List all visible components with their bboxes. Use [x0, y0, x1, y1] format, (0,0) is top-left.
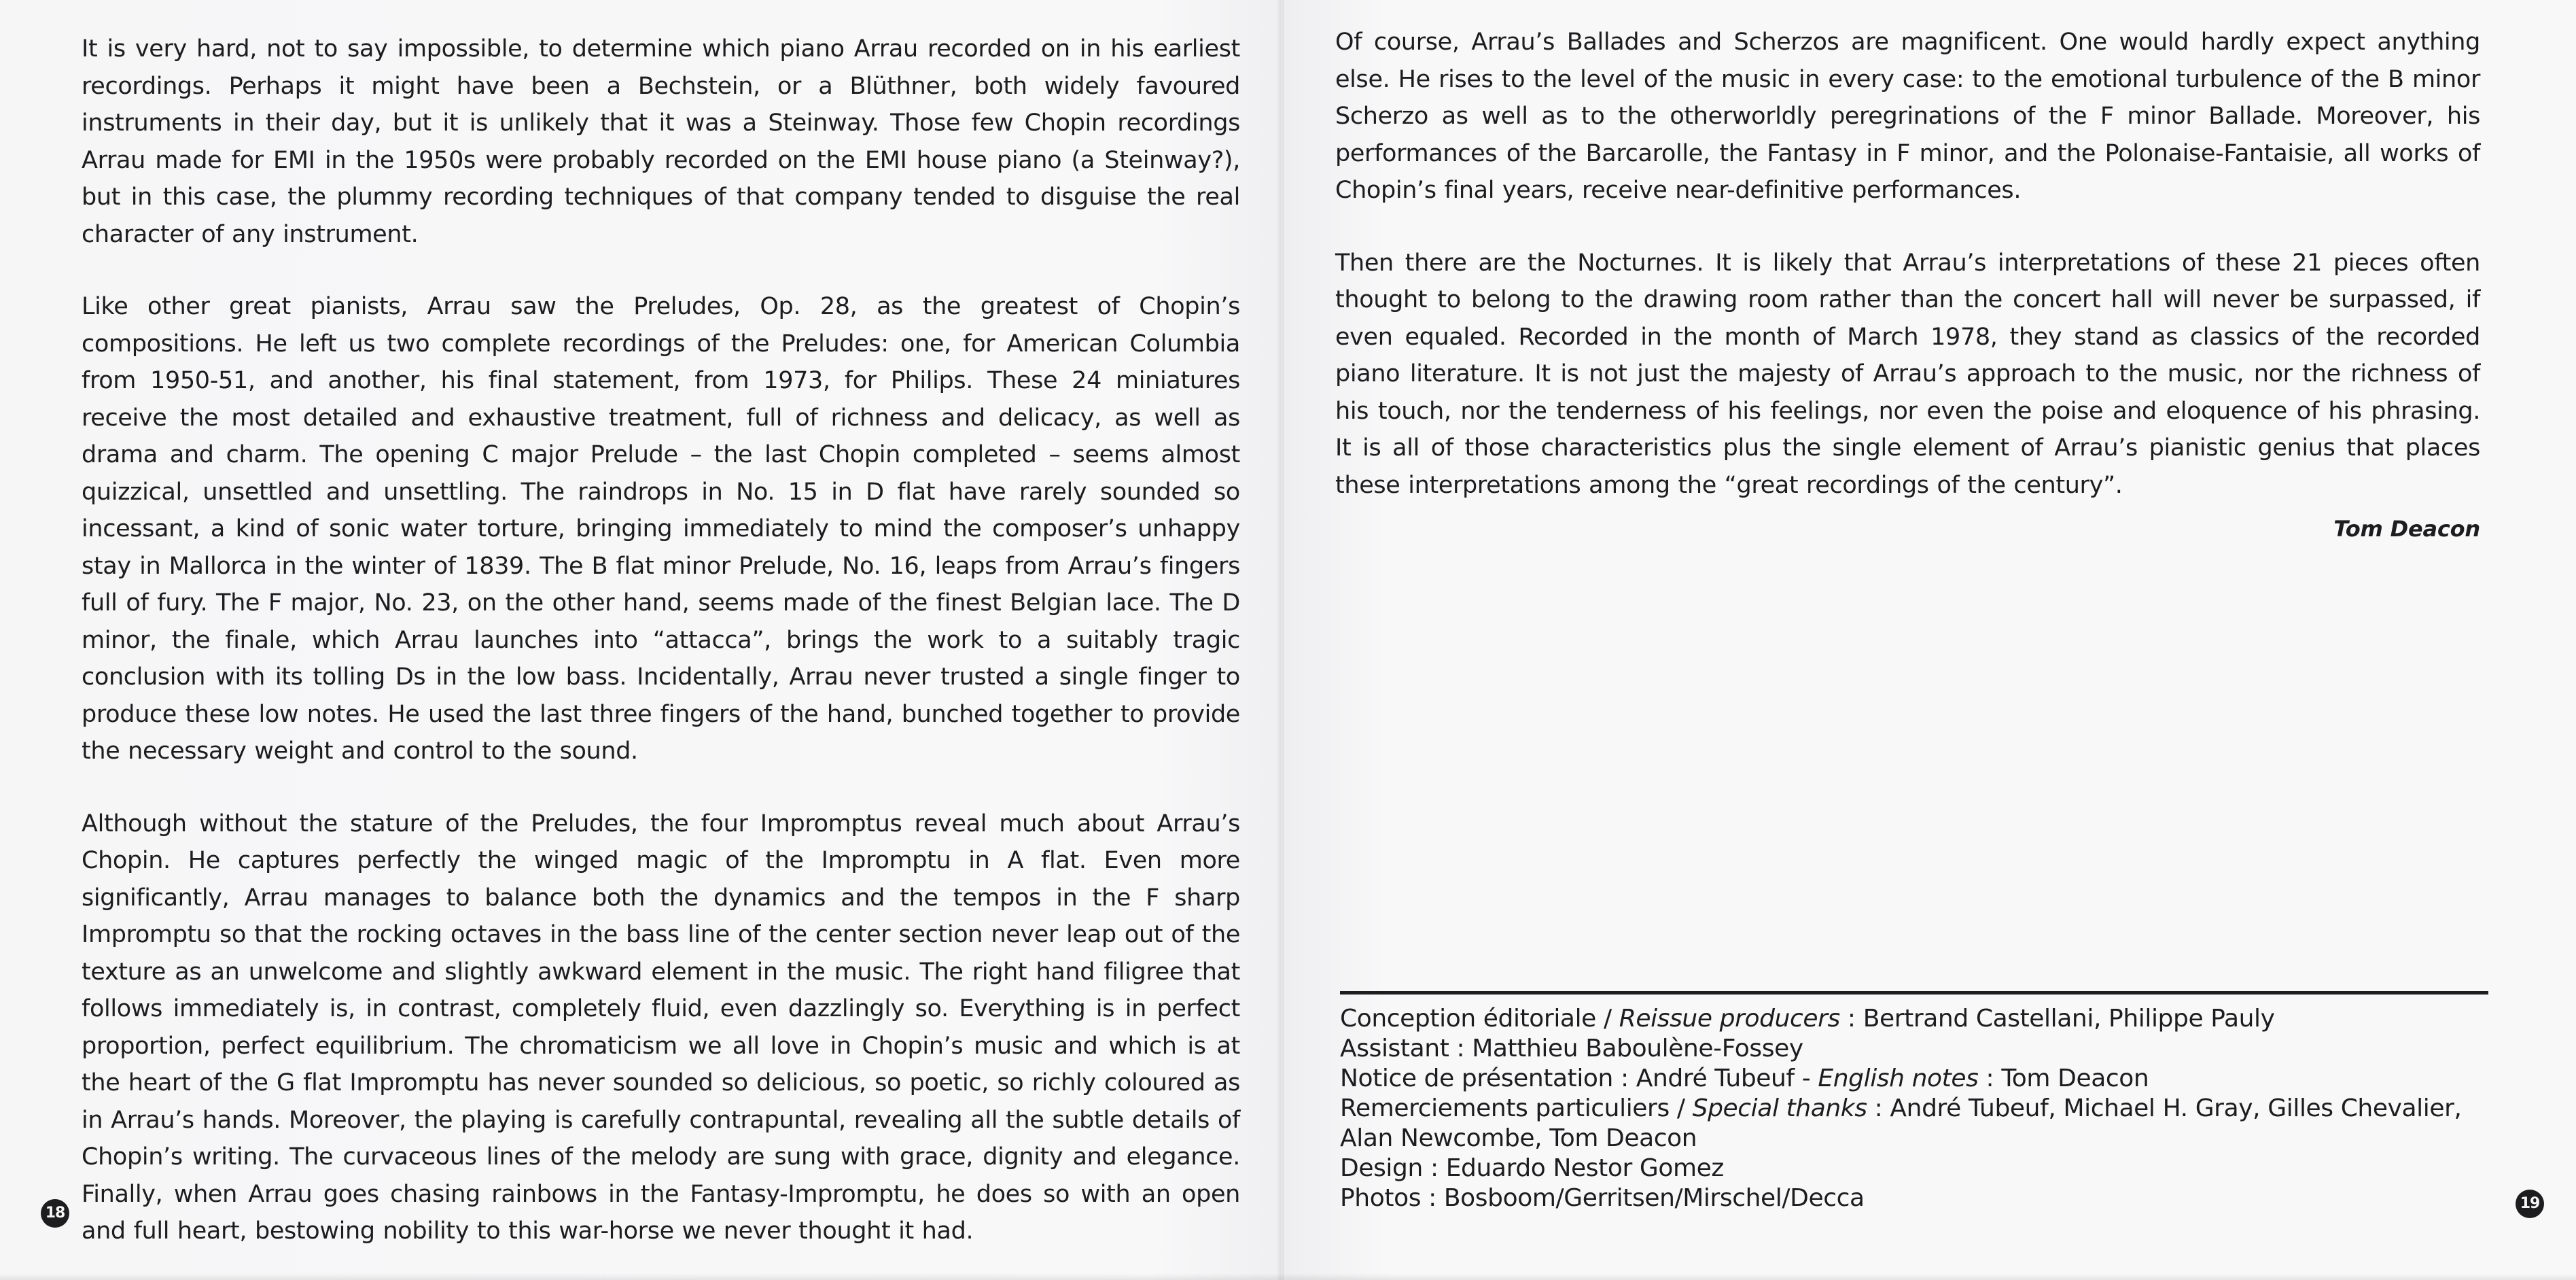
paragraph-ballades-scherzos: Of course, Arrau’s Ballades and Scherzos are magnificent. One would hardly expect anything else. He rises to the level of the music in every case: to the emotional turbulence of the B minor Scherzo as well as to the otherworldly peregrinations of the F minor Ballade. Moreover, his performances of the Barcarolle, the Fantasy in F minor, and the Polonaise-Fantaisie, all works of Chopin’s final years, receive near-definitive performances.: [1335, 29, 2480, 204]
credit-producers-label: Conception éditoriale /: [1340, 1005, 1619, 1033]
left-text-column: [82, 31, 1240, 1280]
right-text-column: [1335, 24, 2480, 542]
credit-notes-value: : Tom Deacon: [1978, 1065, 2149, 1092]
credit-assistant: Assistant : Matthieu Baboulène-Fossey: [1340, 1035, 1803, 1062]
credit-producers-value: : Bertrand Castellani, Philippe Pauly: [1839, 1005, 2275, 1033]
credit-thanks: [1340, 1094, 2488, 1124]
credit-producers: [1340, 1004, 2488, 1034]
paragraph-preludes: Like other great pianists, Arrau saw the Preludes, Op. 28, as the greatest of Chopin’s compositions. He left us two complete recordings of the Preludes: one, for American Columbia from 1950-51, and another, his final statement, from 1973, for Philips. These 24 miniatures receive the most detailed and exhaustive treatment, full of richness and delicacy, as well as drama and charm. The opening C major Prelude – the last Chopin completed – seems almost quizzical, unsettled and unsettling. The raindrops in No. 15 in D flat have rarely sounded so incessant, a kind of sonic water torture, bringing immediately to mind the composer’s unhappy stay in Mallorca in the winter of 1839. The B flat minor Prelude, No. 16, leaps from Arrau’s fingers full of fury. The F major, No. 23, on the other hand, seems made of the finest Belgian lace. The D minor, the finale, which Arrau launches into “attacca”, brings the work to a suitably tragic conclusion with its tolling Ds in the low bass. Incidentally, Arrau never trusted a single finger to produce these low notes. He used the last three fingers of the hand, bunched together to provide the necessary weight and control to the sound.: [82, 293, 1240, 765]
page-number-badge: 19: [2516, 1190, 2544, 1218]
right-page: [1284, 0, 2576, 1280]
page-bottom-edge: [0, 1273, 2576, 1280]
paragraph-piano-history: It is very hard, not to say impossible, to determine which piano Arrau recorded on in his earliest recordings. Perhaps it might have been a Bechstein, or a Blüthner, both widely favoured instruments in their day, but it is unlikely that it was a Steinway. Those few Chopin recordings Arrau made for EMI in the 1950s were probably recorded on the EMI house piano (a Steinway?), but in this case, the plummy recording techniques of that company tended to disguise the real character of any instrument.: [82, 35, 1240, 248]
credit-thanks-label: Remerciements particuliers /: [1340, 1094, 1693, 1122]
page-number-badge: 18: [41, 1199, 69, 1228]
credit-photos: Photos : Bosboom/Gerritsen/Mirschel/Decca: [1340, 1184, 1865, 1212]
paragraph-impromptus: Although without the stature of the Preludes, the four Impromptus reveal much about Arrau’s Chopin. He captures perfectly the winged magic of the Impromptu in A flat. Even more significantly, Arrau manages to balance both the dynamics and the tempos in the F sharp Impromptu so that the rocking octaves in the bass line of the center section never leap out of the texture as an unwelcome and slightly awkward element in the music. The right hand filigree that follows immediately is, in contrast, completely fluid, even dazzlingly so. Everything is in perfect proportion, perfect equilibrium. The chromaticism we all love in Chopin’s music and which is at the heart of the G flat Impromptu has never sounded so delicious, so poetic, so richly coloured as in Arrau’s hands. Moreover, the playing is carefully contrapuntal, revealing all the subtle details of Chopin’s writing. The curvaceous lines of the melody are sung with grace, dignity and elegance. Finally, when Arrau goes chasing rainbows in the Fantasy-Impromptu, he does so with an open and full heart, bestowing nobility to this war-horse we never thought it had.: [82, 810, 1240, 1245]
credit-design: Design : Eduardo Nestor Gomez: [1340, 1154, 1724, 1182]
credit-notes: [1340, 1064, 2488, 1094]
paragraph-nocturnes: Then there are the Nocturnes. It is likely that Arrau’s interpretations of these 21 pieces often thought to belong to the drawing room rather than the concert hall will never be surpassed, if even equaled. Recorded in the month of March 1978, they stand as classics of the recorded piano literature. It is not just the majesty of Arrau’s approach to the music, nor the richness of his touch, nor the tenderness of his feelings, nor even the poise and eloquence of his phrasing. It is all of those characteristics plus the single element of Arrau’s pianistic genius that places these interpretations among the “great recordings of the century”.: [1335, 249, 2480, 499]
credit-notes-label-en: English notes: [1818, 1065, 1979, 1092]
credit-notes-label: Notice de présentation : André Tubeuf -: [1340, 1065, 1818, 1092]
credit-thanks-value: : André Tubeuf, Michael H. Gray, Gilles Chevalier,: [1867, 1094, 2462, 1122]
left-page: [0, 0, 1281, 1280]
author-signature: Tom Deacon: [2333, 516, 2480, 542]
credit-producers-label-en: Reissue producers: [1619, 1005, 1840, 1033]
credits-block: [1340, 991, 2488, 1213]
credit-thanks-continued: Alan Newcombe, Tom Deacon: [1340, 1124, 1697, 1152]
credit-thanks-label-en: Special thanks: [1692, 1094, 1867, 1122]
